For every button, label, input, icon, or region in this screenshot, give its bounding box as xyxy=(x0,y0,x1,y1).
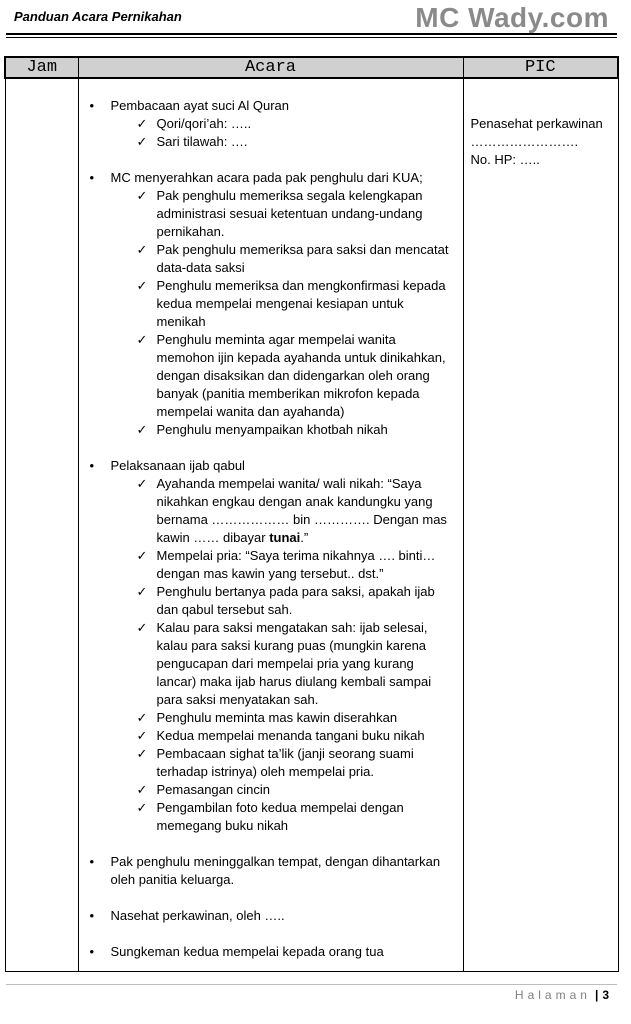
sub-item xyxy=(87,241,455,277)
agenda-item-text: Pak penghulu meninggalkan tempat, dengan dihantarkan oleh panitia keluarga. xyxy=(110,854,441,887)
agenda-section-penghulu-leaves xyxy=(87,853,455,889)
page-number: 3 xyxy=(602,988,609,1002)
checkmark-icon: ✓ xyxy=(136,242,148,257)
checkmark-icon: ✓ xyxy=(136,800,148,815)
agenda-section-quran xyxy=(87,97,455,151)
bullet-icon: • xyxy=(89,944,95,959)
sub-item-text: Kalau para saksi mengatakan sah: ijab selesai, kalau para saksi kurang puas (mungkin karena pengucapan dari mempelai pria yang kurang lancar) maka ijab harus diulang kembali sampai para saksi menyatakan sah. xyxy=(156,620,432,707)
agenda-item-text: Pelaksanaan ijab qabul xyxy=(110,458,245,473)
sub-item xyxy=(87,421,455,439)
agenda-section-ijab-qabul xyxy=(87,457,455,835)
sub-item-text: Penghulu menyampaikan khotbah nikah xyxy=(156,422,388,437)
list-item xyxy=(87,853,455,889)
pic-phone: No. HP: ….. xyxy=(470,152,540,167)
table-header-row xyxy=(5,57,618,78)
sub-item-text: Sari tilawah: …. xyxy=(156,134,248,149)
header-rule-thin xyxy=(6,37,617,38)
checkmark-icon: ✓ xyxy=(136,188,148,203)
brand-logo: MC Wady.com xyxy=(415,2,609,33)
acara-cell xyxy=(78,78,463,972)
list-item xyxy=(87,169,455,187)
sub-item xyxy=(87,187,455,241)
sub-item xyxy=(87,331,455,421)
sub-item-text: Penghulu bertanya pada para saksi, apakah ijab dan qabul tersebut sah. xyxy=(156,584,435,617)
pic-cell xyxy=(463,78,618,972)
sub-item-text: Penghulu meminta mas kawin diserahkan xyxy=(156,710,398,725)
agenda-item-text: Sungkeman kedua mempelai kepada orang tua xyxy=(110,944,384,959)
sub-item-text: Mempelai pria: “Saya terima nikahnya …. binti… dengan mas kawin yang tersebut.. dst.” xyxy=(156,548,436,581)
checkmark-icon: ✓ xyxy=(136,620,148,635)
checkmark-icon: ✓ xyxy=(136,278,148,293)
sub-item xyxy=(87,619,455,709)
sub-item-text: Pemasangan cincin xyxy=(156,782,270,797)
sub-item xyxy=(87,799,455,835)
sub-item-text: Ayahanda mempelai wanita/ wali nikah: “Saya nikahkan engkau dengan anak kandungku yang bernama ……………… bin …………. Dengan mas kawin …… dibayar xyxy=(156,476,447,545)
sub-item-text: Kedua mempelai menanda tangani buku nikah xyxy=(156,728,425,743)
checkmark-icon: ✓ xyxy=(136,116,148,131)
checkmark-icon: ✓ xyxy=(136,134,148,149)
checkmark-icon: ✓ xyxy=(136,782,148,797)
sub-item-bold-text: tunai xyxy=(269,530,301,545)
page-label: Halaman xyxy=(514,988,591,1002)
sub-item xyxy=(87,475,455,547)
sub-item-text: Qori/qori’ah: ….. xyxy=(156,116,252,131)
sub-item xyxy=(87,115,455,133)
column-header-acara: Acara xyxy=(78,57,463,78)
bullet-icon: • xyxy=(89,98,95,113)
page-separator: | xyxy=(594,988,599,1002)
page-footer xyxy=(515,988,609,1002)
column-header-pic: PIC xyxy=(463,57,618,78)
agenda-item-text: MC menyerahkan acara pada pak penghulu dari KUA; xyxy=(110,170,423,185)
sub-item xyxy=(87,781,455,799)
list-item xyxy=(87,907,455,925)
agenda-item-text: Nasehat perkawinan, oleh ….. xyxy=(110,908,285,923)
sub-item xyxy=(87,583,455,619)
table-row xyxy=(5,78,618,972)
agenda-section-sungkeman xyxy=(87,943,455,961)
sub-item-text: Pengambilan foto kedua mempelai dengan memegang buku nikah xyxy=(156,800,404,833)
sub-item xyxy=(87,133,455,151)
pic-name-placeholder: ……………………. xyxy=(470,134,579,149)
sub-item-text-end: .” xyxy=(300,530,309,545)
jam-cell xyxy=(5,78,78,972)
sub-item xyxy=(87,745,455,781)
header-rule xyxy=(6,33,617,35)
checkmark-icon: ✓ xyxy=(136,710,148,725)
bullet-icon: • xyxy=(89,854,95,869)
pic-role: Penasehat perkawinan xyxy=(470,116,603,131)
checkmark-icon: ✓ xyxy=(136,548,148,563)
sub-item-text: Pak penghulu memeriksa segala kelengkapan administrasi sesuai ketentuan undang-undang pernikahan. xyxy=(156,188,423,239)
sub-item xyxy=(87,547,455,583)
checkmark-icon: ✓ xyxy=(136,422,148,437)
sub-item-text: Pak penghulu memeriksa para saksi dan mencatat data-data saksi xyxy=(156,242,449,275)
sub-item xyxy=(87,727,455,745)
footer-rule xyxy=(6,984,617,985)
bullet-icon: • xyxy=(89,170,95,185)
list-item xyxy=(87,97,455,115)
bullet-icon: • xyxy=(89,908,95,923)
sub-item-text: Penghulu meminta agar mempelai wanita memohon ijin kepada ayahanda untuk dinikahkan, dengan disaksikan dan didengarkan oleh orang banyak (panitia memberikan mikrofon kepada mempelai wanita dan ayahanda) xyxy=(156,332,446,419)
sub-item-text: Penghulu memeriksa dan mengkonfirmasi kepada kedua mempelai mengenai kesiapan untuk menikah xyxy=(156,278,446,329)
sub-item-text: Pembacaan sighat ta’lik (janji seorang suami terhadap istrinya) oleh mempelai pria. xyxy=(156,746,414,779)
sub-item xyxy=(87,277,455,331)
agenda-item-text: Pembacaan ayat suci Al Quran xyxy=(110,98,289,113)
checkmark-icon: ✓ xyxy=(136,746,148,761)
document-title: Panduan Acara Pernikahan xyxy=(14,9,182,24)
list-item xyxy=(87,943,455,961)
bullet-icon: • xyxy=(89,458,95,473)
agenda-section-penghulu xyxy=(87,169,455,439)
column-header-jam: Jam xyxy=(5,57,78,78)
checkmark-icon: ✓ xyxy=(136,584,148,599)
sub-item xyxy=(87,709,455,727)
agenda-section-nasehat xyxy=(87,907,455,925)
checkmark-icon: ✓ xyxy=(136,476,148,491)
event-schedule-table xyxy=(4,56,619,972)
checkmark-icon: ✓ xyxy=(136,728,148,743)
list-item xyxy=(87,457,455,475)
checkmark-icon: ✓ xyxy=(136,332,148,347)
